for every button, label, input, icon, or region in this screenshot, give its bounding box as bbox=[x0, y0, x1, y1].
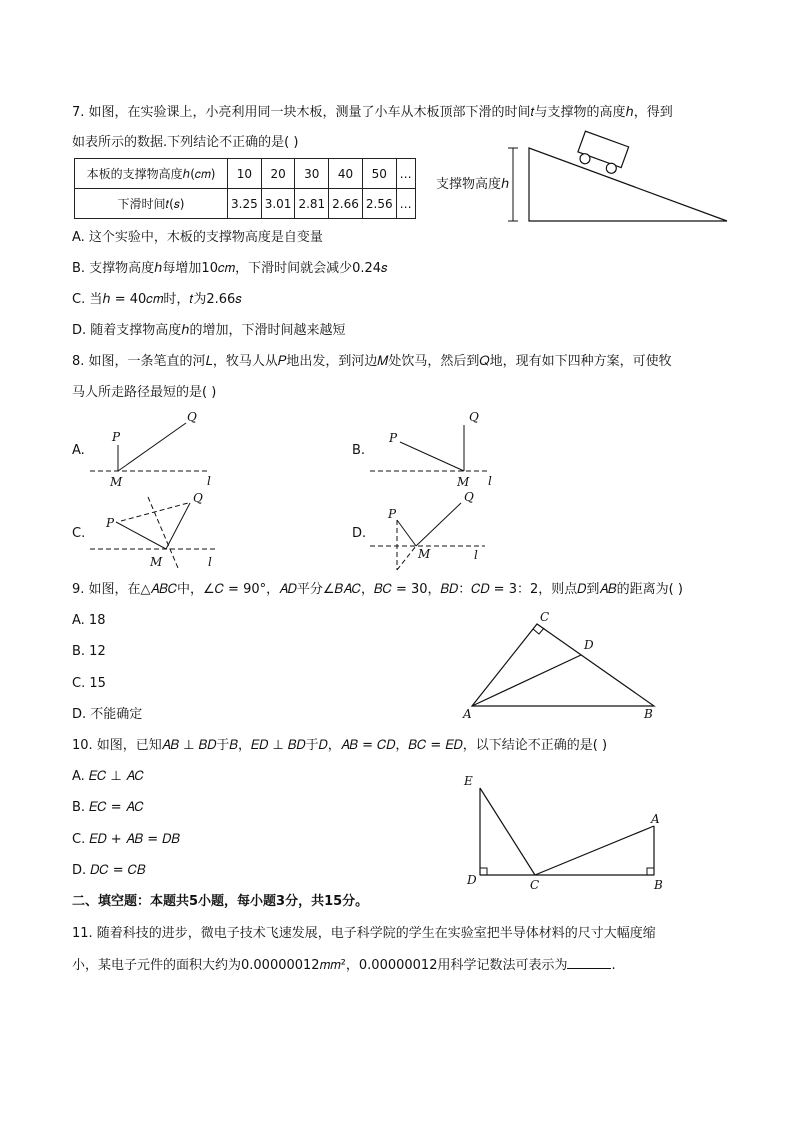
answer-blank[interactable] bbox=[567, 956, 611, 969]
q10-point-a: A bbox=[651, 812, 660, 826]
q10-option-c: C. 𝐸𝐷 + 𝐴𝐵 = 𝐷𝐵 bbox=[72, 832, 180, 847]
table-cell: 2.56 bbox=[362, 189, 396, 219]
q8-b-point-q: Q bbox=[469, 410, 479, 424]
q8-c-point-m: M bbox=[150, 555, 163, 569]
q8-stem-line2: 马人所走路径最短的是( ) bbox=[72, 385, 217, 400]
table-cell: 3.01 bbox=[261, 189, 295, 219]
q11-stem-line2 bbox=[72, 956, 616, 975]
q9-stem: 9. 如图，在△𝐴𝐵𝐶中，∠𝐶 = 90°，𝐴𝐷平分∠𝐵𝐴𝐶，𝐵𝐶 = 30，𝐵𝐷：𝐶𝐷 = 3：2，则点𝐷到𝐴𝐵的距离为( ) bbox=[72, 582, 683, 597]
q9-option-a: A. 18 bbox=[72, 613, 106, 628]
table-cell: … bbox=[396, 159, 415, 189]
q8-a-line-l: l bbox=[207, 474, 211, 488]
q8-a-point-m: M bbox=[110, 475, 123, 489]
q9-point-c: C bbox=[540, 610, 550, 624]
q8-c-point-q: Q bbox=[193, 491, 203, 505]
q11-stem-text: 小，某电子元件的面积大约为0.00000012𝑚𝑚²，0.00000012用科学记数法可表示为 bbox=[72, 958, 568, 973]
q7-figure-label: 支撑物高度ℎ bbox=[436, 177, 510, 192]
table-cell: 20 bbox=[261, 159, 295, 189]
q8-stem-line1: 8. 如图，一条笔直的河𝐿，牧马人从𝑃地出发，到河边𝑀处饮马，然后到𝑄地，现有如下四种方案，可使牧 bbox=[72, 354, 672, 369]
q8-b-point-p: P bbox=[389, 431, 398, 445]
q7-option-c: C. 当ℎ = 40𝑐𝑚时，𝑡为2.66𝑠 bbox=[72, 292, 242, 307]
q10-option-d: D. 𝐷𝐶 = 𝐶𝐵 bbox=[72, 863, 146, 878]
q7-stem-line1: 7. 如图，在实验课上，小亮利用同一块木板，测量了小车从木板顶部下滑的时间𝑡与支撑物的高度ℎ，得到 bbox=[72, 105, 673, 120]
table-cell: 下滑时间𝑡(𝑠) bbox=[75, 189, 228, 219]
q10-option-b: B. 𝐸𝐶 = 𝐴𝐶 bbox=[72, 800, 144, 815]
q8-a-point-q: Q bbox=[187, 410, 197, 424]
q9-option-d: D. 不能确定 bbox=[72, 707, 143, 722]
table-cell: 2.66 bbox=[329, 189, 363, 219]
q9-option-b: B. 12 bbox=[72, 644, 106, 659]
table-cell: … bbox=[396, 189, 415, 219]
q8-c-point-p: P bbox=[106, 516, 115, 530]
q8-b-point-m: M bbox=[457, 475, 470, 489]
q7-option-d: D. 随着支撑物高度ℎ的增加，下滑时间越来越短 bbox=[72, 323, 346, 338]
q8-a-point-p: P bbox=[112, 430, 121, 444]
q11-stem-end: . bbox=[611, 958, 616, 973]
q9-point-a: A bbox=[463, 707, 472, 721]
table-cell: 50 bbox=[362, 159, 396, 189]
q8-option-d-label: D. bbox=[352, 526, 367, 541]
q9-point-d: D bbox=[584, 638, 594, 652]
q7-option-a: A. 这个实验中，木板的支撑物高度是自变量 bbox=[72, 230, 323, 245]
q10-stem: 10. 如图，已知𝐴𝐵 ⊥ 𝐵𝐷于𝐵，𝐸𝐷 ⊥ 𝐵𝐷于𝐷，𝐴𝐵 = 𝐶𝐷，𝐵𝐶 = 𝐸𝐷，以下结论不正确的是( ) bbox=[72, 738, 608, 753]
table-cell: 本板的支撑物高度ℎ(𝑐𝑚) bbox=[75, 159, 228, 189]
q10-point-c: C bbox=[530, 878, 540, 892]
table-cell: 40 bbox=[329, 159, 363, 189]
q8-option-c-label: C. bbox=[72, 526, 86, 541]
q8-b-line-l: l bbox=[488, 474, 492, 488]
table-cell: 10 bbox=[228, 159, 262, 189]
q11-stem-line1: 11. 随着科技的进步，微电子技术飞速发展，电子科学院的学生在实验室把半导体材料的尺寸大幅度缩 bbox=[72, 926, 656, 941]
table-cell: 3.25 bbox=[228, 189, 262, 219]
q10-point-b: B bbox=[654, 878, 663, 892]
q8-d-point-p: P bbox=[388, 507, 397, 521]
q8-option-a-label: A. bbox=[72, 443, 85, 458]
table-cell: 2.81 bbox=[295, 189, 329, 219]
q10-point-e: E bbox=[464, 774, 473, 788]
q9-option-c: C. 15 bbox=[72, 676, 106, 691]
table-cell: 30 bbox=[295, 159, 329, 189]
q8-d-point-m: M bbox=[418, 547, 431, 561]
q8-c-line-l: l bbox=[208, 555, 212, 569]
q8-option-b-label: B. bbox=[352, 443, 366, 458]
q7-option-b: B. 支撑物高度ℎ每增加10𝑐𝑚，下滑时间就会减少0.24𝑠 bbox=[72, 261, 388, 276]
q7-stem-line2: 如表所示的数据.下列结论不正确的是( ) bbox=[72, 135, 299, 150]
q10-point-d: D bbox=[467, 873, 477, 887]
q10-option-a: A. 𝐸𝐶 ⊥ 𝐴𝐶 bbox=[72, 769, 144, 784]
section-2-heading: 二、填空题：本题共5小题，每小题3分，共15分。 bbox=[72, 894, 369, 909]
q8-d-point-q: Q bbox=[464, 490, 474, 504]
q8-d-line-l: l bbox=[474, 548, 478, 562]
q9-point-b: B bbox=[644, 707, 653, 721]
